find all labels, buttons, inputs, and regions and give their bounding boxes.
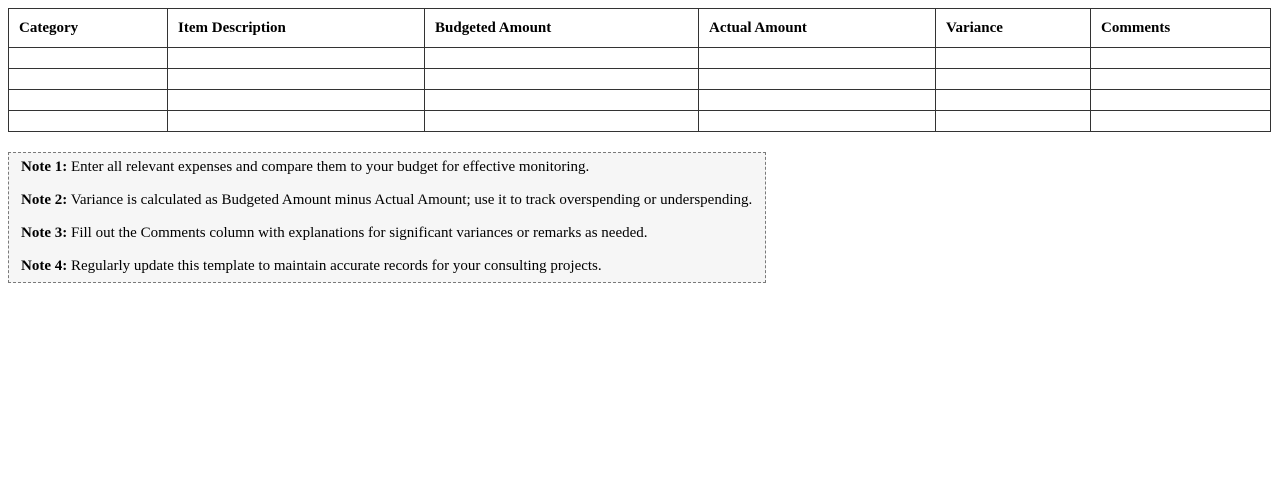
note-label: Note 2: (21, 192, 68, 208)
table-cell[interactable] (425, 48, 699, 69)
column-header-category: Category (9, 9, 168, 48)
note-text: Variance is calculated as Budgeted Amount minus Actual Amount; use it to track overspending or underspending. (67, 192, 753, 208)
note-text: Regularly update this template to maintain accurate records for your consulting projects. (67, 258, 602, 274)
column-header-actual-amount: Actual Amount (699, 9, 936, 48)
table-cell[interactable] (699, 111, 936, 132)
note-text: Enter all relevant expenses and compare them to your budget for effective monitoring. (67, 159, 590, 175)
table-row (9, 111, 1271, 132)
table-header-row (9, 9, 1271, 48)
table-cell[interactable] (936, 90, 1091, 111)
table-cell[interactable] (1091, 48, 1271, 69)
table-cell[interactable] (1091, 90, 1271, 111)
table-cell[interactable] (425, 69, 699, 90)
table-cell[interactable] (168, 69, 425, 90)
table-cell[interactable] (936, 69, 1091, 90)
table-cell[interactable] (168, 90, 425, 111)
table-cell[interactable] (699, 90, 936, 111)
column-header-budgeted-amount: Budgeted Amount (425, 9, 699, 48)
table-cell[interactable] (1091, 111, 1271, 132)
note-2 (21, 192, 754, 209)
table-cell[interactable] (699, 69, 936, 90)
table-cell[interactable] (699, 48, 936, 69)
table-row (9, 48, 1271, 69)
table-cell[interactable] (1091, 69, 1271, 90)
table-cell[interactable] (425, 111, 699, 132)
column-header-item-description: Item Description (168, 9, 425, 48)
table-row (9, 90, 1271, 111)
table-cell[interactable] (9, 111, 168, 132)
note-3 (21, 225, 754, 242)
table-row (9, 69, 1271, 90)
budget-table (8, 8, 1271, 132)
note-4 (21, 258, 754, 275)
note-1 (21, 159, 754, 176)
table-cell[interactable] (936, 111, 1091, 132)
table-cell[interactable] (9, 90, 168, 111)
note-label: Note 4: (21, 258, 68, 274)
budget-table-container (8, 8, 1270, 132)
notes-box (8, 152, 766, 283)
table-cell[interactable] (936, 48, 1091, 69)
note-label: Note 3: (21, 225, 68, 241)
table-cell[interactable] (9, 48, 168, 69)
table-cell[interactable] (168, 48, 425, 69)
table-cell[interactable] (425, 90, 699, 111)
column-header-variance: Variance (936, 9, 1091, 48)
note-label: Note 1: (21, 159, 68, 175)
column-header-comments: Comments (1091, 9, 1271, 48)
table-cell[interactable] (9, 69, 168, 90)
table-cell[interactable] (168, 111, 425, 132)
note-text: Fill out the Comments column with explanations for significant variances or remarks as needed. (67, 225, 648, 241)
